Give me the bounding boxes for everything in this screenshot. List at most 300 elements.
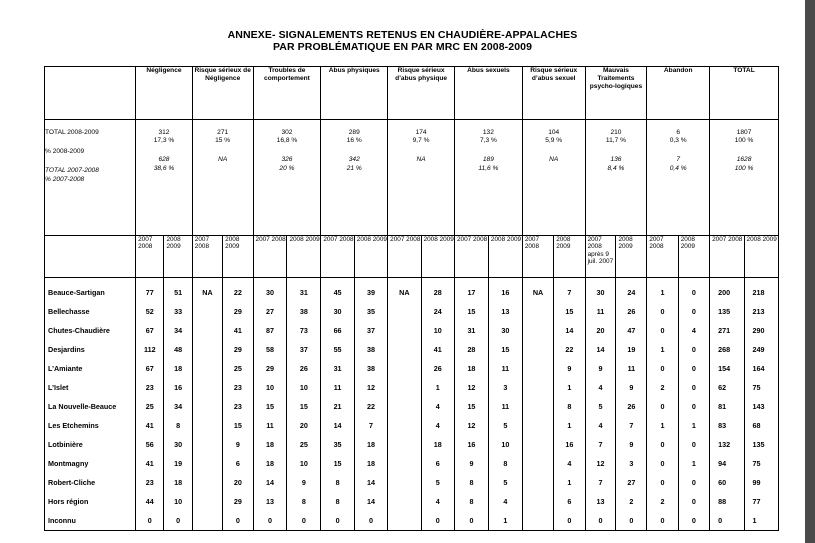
value-cell: 9 bbox=[469, 459, 474, 468]
value-cell: 25 bbox=[145, 402, 154, 411]
value-cell: 0 bbox=[691, 478, 696, 487]
values-2007 bbox=[523, 278, 554, 530]
value-cell: 4 bbox=[435, 497, 440, 506]
value-cell: 8 bbox=[176, 421, 181, 430]
pct-2008-value: 15 % bbox=[215, 137, 231, 145]
value-cell: 0 bbox=[598, 516, 603, 525]
totals-stack bbox=[321, 120, 387, 173]
years-pair bbox=[388, 236, 454, 277]
value-cell: 154 bbox=[718, 364, 731, 373]
value-cell: 12 bbox=[467, 383, 476, 392]
value-cell: 7 bbox=[598, 478, 603, 487]
totals-row bbox=[45, 120, 779, 236]
value-cell: 52 bbox=[145, 307, 154, 316]
value-cell: 23 bbox=[233, 402, 242, 411]
value-cell: 24 bbox=[433, 307, 442, 316]
total-2008-value: 302 bbox=[281, 129, 293, 136]
value-cell: 6 bbox=[235, 459, 240, 468]
values-cell bbox=[522, 278, 585, 531]
header-corner bbox=[45, 67, 136, 120]
values-cell bbox=[710, 278, 779, 531]
value-cell bbox=[523, 511, 553, 530]
value-cell: 143 bbox=[752, 402, 765, 411]
value-cell: 29 bbox=[265, 364, 274, 373]
pct-2007-value: 100 % bbox=[734, 164, 754, 172]
values-2007 bbox=[193, 278, 223, 530]
totals-cell bbox=[136, 120, 193, 236]
value-cell: 15 bbox=[501, 345, 510, 354]
values-cell bbox=[454, 278, 522, 531]
values-cell bbox=[192, 278, 253, 531]
column-header: TOTAL bbox=[710, 67, 779, 120]
value-cell: 20 bbox=[299, 421, 308, 430]
value-cell: 83 bbox=[718, 421, 727, 430]
value-cell: 26 bbox=[627, 307, 636, 316]
value-cell bbox=[193, 473, 222, 492]
value-cell: 11 bbox=[501, 402, 510, 411]
value-cell: 20 bbox=[596, 326, 605, 335]
value-cell bbox=[388, 435, 420, 454]
value-cell: 30 bbox=[501, 326, 510, 335]
totals-cell bbox=[192, 120, 253, 236]
value-cell bbox=[388, 454, 420, 473]
year-a: 2007 2008 bbox=[647, 236, 678, 277]
value-cell bbox=[193, 454, 222, 473]
year-b: 2008 2009 bbox=[166, 236, 181, 251]
value-cell bbox=[388, 321, 420, 340]
value-cell bbox=[193, 359, 222, 378]
value-cell: 14 bbox=[366, 478, 375, 487]
value-cell: 5 bbox=[598, 402, 603, 411]
year-a: 2007 2008 bbox=[523, 236, 554, 277]
years-cell bbox=[454, 236, 522, 278]
year-b: 2008 2009 bbox=[556, 236, 571, 251]
values-2008 bbox=[554, 278, 584, 530]
value-cell: 1 bbox=[503, 516, 508, 525]
value-cell: 0 bbox=[660, 440, 665, 449]
value-cell: 37 bbox=[299, 345, 308, 354]
value-cell: 18 bbox=[467, 364, 476, 373]
value-cell: 23 bbox=[145, 478, 154, 487]
value-cell bbox=[523, 321, 553, 340]
value-cell: 271 bbox=[718, 326, 731, 335]
year-b: 2008 2009 bbox=[225, 236, 240, 251]
value-cell: 5 bbox=[503, 478, 508, 487]
value-cell: 28 bbox=[433, 288, 442, 297]
value-cell: 11 bbox=[333, 383, 342, 392]
signalements-table bbox=[44, 66, 779, 531]
values-2007 bbox=[136, 278, 164, 530]
value-cell: 213 bbox=[752, 307, 765, 316]
values-2007 bbox=[321, 278, 354, 530]
total-2007-value: 1628 bbox=[736, 156, 752, 164]
values-2007 bbox=[586, 278, 617, 530]
totals-cell bbox=[454, 120, 522, 236]
value-cell: 73 bbox=[299, 326, 308, 335]
values-pair bbox=[586, 278, 647, 530]
value-cell: 66 bbox=[333, 326, 342, 335]
value-cell: 67 bbox=[145, 326, 154, 335]
values-2007 bbox=[647, 278, 678, 530]
value-cell: 2 bbox=[660, 383, 665, 392]
header-row bbox=[45, 67, 779, 120]
value-cell: 30 bbox=[596, 288, 605, 297]
value-cell: 0 bbox=[660, 326, 665, 335]
value-cell: 10 bbox=[299, 383, 308, 392]
total-2007-label: TOTAL 2007-2008 bbox=[45, 167, 99, 175]
totals-stack bbox=[523, 120, 585, 165]
value-cell: 68 bbox=[752, 421, 761, 430]
region-label: Bellechasse bbox=[48, 307, 90, 316]
column-header: Risque sérieux de Négligence bbox=[192, 67, 253, 120]
value-cell: 4 bbox=[435, 402, 440, 411]
value-cell: 15 bbox=[299, 402, 308, 411]
value-cell: 99 bbox=[752, 478, 761, 487]
value-cell: 62 bbox=[718, 383, 727, 392]
value-cell: 39 bbox=[366, 288, 375, 297]
value-cell bbox=[193, 416, 222, 435]
value-cell: 23 bbox=[145, 383, 154, 392]
value-cell: 0 bbox=[660, 478, 665, 487]
value-cell: 4 bbox=[691, 326, 696, 335]
total-2007-value: 326 bbox=[281, 156, 293, 164]
value-cell: 0 bbox=[629, 516, 634, 525]
value-cell: 13 bbox=[265, 497, 274, 506]
value-cell: NA bbox=[399, 288, 410, 297]
totals-cell bbox=[585, 120, 647, 236]
pct-2008-value: 16 % bbox=[346, 137, 362, 145]
years-pair bbox=[647, 236, 709, 277]
value-cell: 12 bbox=[366, 383, 375, 392]
pct-2008-value: 16,8 % bbox=[276, 137, 298, 145]
totals-stack bbox=[647, 120, 709, 173]
year-a: 2007 2008 bbox=[136, 236, 164, 277]
value-cell: 31 bbox=[333, 364, 342, 373]
totals-stack bbox=[136, 120, 192, 173]
value-cell bbox=[388, 416, 420, 435]
value-cell: 12 bbox=[596, 459, 605, 468]
value-cell: 9 bbox=[629, 383, 634, 392]
value-cell: 15 bbox=[467, 402, 476, 411]
value-cell: 77 bbox=[752, 497, 761, 506]
value-cell bbox=[388, 359, 420, 378]
value-cell: 23 bbox=[233, 383, 242, 392]
years-pair bbox=[254, 236, 321, 277]
totals-cell bbox=[522, 120, 585, 236]
value-cell: 12 bbox=[467, 421, 476, 430]
value-cell bbox=[523, 397, 553, 416]
totals-stack bbox=[710, 120, 778, 173]
column-header: Risque sérieux d’abus physique bbox=[388, 67, 455, 120]
value-cell: 0 bbox=[267, 516, 272, 525]
values-pair bbox=[647, 278, 709, 530]
value-cell bbox=[523, 473, 553, 492]
values-pair bbox=[321, 278, 387, 530]
value-cell: 18 bbox=[174, 478, 183, 487]
value-cell bbox=[193, 397, 222, 416]
value-cell: 18 bbox=[265, 440, 274, 449]
total-2008-label: TOTAL 2008-2009 bbox=[45, 129, 99, 136]
value-cell: 0 bbox=[691, 516, 696, 525]
value-cell: 0 bbox=[691, 497, 696, 506]
value-cell bbox=[388, 511, 420, 530]
years-pair bbox=[136, 236, 192, 277]
values-2007 bbox=[710, 278, 744, 530]
value-cell: 41 bbox=[145, 421, 154, 430]
totals-cell bbox=[388, 120, 455, 236]
values-pair bbox=[136, 278, 192, 530]
value-cell: 38 bbox=[299, 307, 308, 316]
year-b: 2008 2009 bbox=[746, 236, 777, 243]
value-cell: 8 bbox=[469, 497, 474, 506]
total-2007-value: NA bbox=[416, 156, 426, 164]
year-a: 2007 2008 bbox=[193, 236, 223, 277]
value-cell: 35 bbox=[366, 307, 375, 316]
value-cell: 75 bbox=[752, 459, 761, 468]
totals-stack bbox=[388, 120, 454, 165]
column-header: Abandon bbox=[647, 67, 710, 120]
value-cell: 0 bbox=[660, 402, 665, 411]
value-cell: 0 bbox=[691, 364, 696, 373]
value-cell: 75 bbox=[752, 383, 761, 392]
value-cell: 5 bbox=[503, 421, 508, 430]
value-cell: 27 bbox=[627, 478, 636, 487]
value-cell: 11 bbox=[501, 364, 510, 373]
region-label: Robert-Cliche bbox=[48, 478, 96, 487]
year-b: 2008 2009 bbox=[356, 236, 387, 243]
years-corner bbox=[45, 236, 136, 278]
years-pair bbox=[523, 236, 585, 277]
value-cell: 0 bbox=[691, 307, 696, 316]
year-a: 2007 2008 après 9 juil. 2007 bbox=[586, 236, 617, 277]
value-cell: 21 bbox=[333, 402, 342, 411]
value-cell bbox=[193, 435, 222, 454]
value-cell: 249 bbox=[752, 345, 765, 354]
value-cell: 0 bbox=[691, 345, 696, 354]
value-cell bbox=[388, 340, 420, 359]
region-label: Desjardins bbox=[48, 345, 85, 354]
pct-2008-value: 9,7 % bbox=[412, 137, 430, 145]
value-cell: 135 bbox=[752, 440, 765, 449]
value-cell: 16 bbox=[565, 440, 574, 449]
values-2007 bbox=[455, 278, 489, 530]
years-pair bbox=[321, 236, 387, 277]
value-cell bbox=[193, 511, 222, 530]
value-cell: 38 bbox=[366, 364, 375, 373]
pct-2007-label: % 2007-2008 bbox=[45, 175, 85, 183]
value-cell: 1 bbox=[660, 345, 665, 354]
value-cell: 14 bbox=[333, 421, 342, 430]
value-cell: 47 bbox=[627, 326, 636, 335]
years-cell bbox=[321, 236, 388, 278]
years-cell bbox=[192, 236, 253, 278]
total-2008-value: 210 bbox=[610, 129, 622, 136]
value-cell: 34 bbox=[174, 402, 183, 411]
pct-2007-value: 20 % bbox=[279, 164, 295, 172]
years-pair bbox=[710, 236, 778, 277]
column-header: Abus physiques bbox=[321, 67, 388, 120]
value-cell: 16 bbox=[174, 383, 183, 392]
values-cell bbox=[321, 278, 388, 531]
region-label: La Nouvelle-Beauce bbox=[48, 402, 117, 411]
total-2007-value: NA bbox=[549, 156, 559, 164]
years-row bbox=[45, 236, 779, 278]
value-cell: 0 bbox=[335, 516, 340, 525]
totals-cell bbox=[321, 120, 388, 236]
value-cell: 58 bbox=[265, 345, 274, 354]
year-a: 2007 2008 bbox=[455, 236, 489, 277]
value-cell: 1 bbox=[660, 288, 665, 297]
value-cell: 41 bbox=[145, 459, 154, 468]
value-cell: 8 bbox=[301, 497, 306, 506]
value-cell: 30 bbox=[265, 288, 274, 297]
value-cell: 9 bbox=[567, 364, 572, 373]
value-cell: 14 bbox=[366, 497, 375, 506]
value-cell: 7 bbox=[567, 288, 572, 297]
value-cell bbox=[193, 378, 222, 397]
pct-2008-value: 0,3 % bbox=[669, 137, 687, 145]
total-2007-value: 189 bbox=[482, 156, 494, 164]
value-cell: 0 bbox=[435, 516, 440, 525]
value-cell: 135 bbox=[718, 307, 731, 316]
value-cell: 1 bbox=[567, 478, 572, 487]
value-cell: 26 bbox=[433, 364, 442, 373]
value-cell: 1 bbox=[691, 421, 696, 430]
years-cell bbox=[522, 236, 585, 278]
value-cell: 0 bbox=[691, 402, 696, 411]
value-cell: 164 bbox=[752, 364, 765, 373]
value-cell bbox=[193, 340, 222, 359]
values-2008 bbox=[164, 278, 191, 530]
value-cell: 31 bbox=[467, 326, 476, 335]
year-b: 2008 2009 bbox=[490, 236, 522, 243]
value-cell: 10 bbox=[265, 383, 274, 392]
pct-2007-value: 11,6 % bbox=[478, 164, 499, 172]
years-pair bbox=[586, 236, 647, 277]
total-2008-value: 289 bbox=[348, 129, 360, 136]
value-cell: 45 bbox=[333, 288, 342, 297]
total-2008-value: 174 bbox=[415, 129, 427, 136]
totals-stack bbox=[254, 120, 321, 173]
value-cell bbox=[523, 454, 553, 473]
values-pair bbox=[388, 278, 454, 530]
total-2007-value: 628 bbox=[158, 156, 170, 164]
value-cell: 94 bbox=[718, 459, 727, 468]
value-cell: 8 bbox=[335, 478, 340, 487]
value-cell: 0 bbox=[176, 516, 181, 525]
value-cell: 8 bbox=[335, 497, 340, 506]
region-column bbox=[45, 278, 136, 531]
value-cell: 28 bbox=[467, 345, 476, 354]
column-header: Négligence bbox=[136, 67, 193, 120]
value-cell bbox=[523, 359, 553, 378]
page-title-line1: ANNEXE- SIGNALEMENTS RETENUS EN CHAUDIÈRE-APPALACHES bbox=[227, 29, 578, 41]
value-cell: 1 bbox=[660, 421, 665, 430]
totals-label-cell bbox=[45, 120, 136, 236]
value-cell bbox=[388, 378, 420, 397]
value-cell: 0 bbox=[660, 307, 665, 316]
value-cell: 16 bbox=[467, 440, 476, 449]
value-cell: 10 bbox=[174, 497, 183, 506]
value-cell: 8 bbox=[567, 402, 572, 411]
value-cell: 87 bbox=[265, 326, 274, 335]
total-2008-value: 271 bbox=[217, 129, 229, 136]
total-2007-value: 342 bbox=[348, 156, 360, 164]
value-cell: 4 bbox=[598, 421, 603, 430]
value-cell: 67 bbox=[145, 364, 154, 373]
value-cell: 0 bbox=[718, 516, 723, 525]
value-cell bbox=[523, 302, 553, 321]
values-cell bbox=[136, 278, 193, 531]
value-cell: 29 bbox=[233, 307, 242, 316]
values-pair bbox=[193, 278, 253, 530]
value-cell: 290 bbox=[752, 326, 765, 335]
values-2008 bbox=[745, 278, 778, 530]
value-cell bbox=[388, 397, 420, 416]
value-cell: 11 bbox=[596, 307, 605, 316]
totals-stack bbox=[455, 120, 522, 173]
pct-2008-value: 17,3 % bbox=[153, 137, 175, 145]
totals-cell bbox=[710, 120, 779, 236]
value-cell: 5 bbox=[435, 478, 440, 487]
value-cell: 10 bbox=[501, 440, 510, 449]
value-cell: 17 bbox=[467, 288, 476, 297]
value-cell: 29 bbox=[233, 497, 242, 506]
value-cell: 16 bbox=[501, 288, 510, 297]
value-cell: 0 bbox=[235, 516, 240, 525]
years-cell bbox=[253, 236, 321, 278]
values-2007 bbox=[388, 278, 421, 530]
year-b: 2008 2009 bbox=[680, 236, 695, 251]
value-cell: 9 bbox=[629, 440, 634, 449]
value-cell: 15 bbox=[265, 402, 274, 411]
value-cell: 0 bbox=[147, 516, 152, 525]
pct-2008-label: % 2008-2009 bbox=[45, 148, 85, 156]
value-cell: 18 bbox=[265, 459, 274, 468]
value-cell: 41 bbox=[233, 326, 242, 335]
value-cell: 55 bbox=[333, 345, 342, 354]
values-2008 bbox=[616, 278, 646, 530]
page-title-line2: PAR PROBLÉMATIQUE EN PAR MRC EN 2008-2009 bbox=[272, 41, 533, 53]
values-pair bbox=[455, 278, 522, 530]
value-cell: 10 bbox=[433, 326, 442, 335]
values-2008 bbox=[422, 278, 454, 530]
value-cell: 41 bbox=[433, 345, 442, 354]
value-cell: 0 bbox=[469, 516, 474, 525]
value-cell: 33 bbox=[174, 307, 183, 316]
value-cell: 1 bbox=[567, 383, 572, 392]
totals-cell bbox=[647, 120, 710, 236]
value-cell: 8 bbox=[503, 459, 508, 468]
region-label: L’Amiante bbox=[48, 364, 83, 373]
pct-2008-value: 5,9 % bbox=[545, 137, 563, 145]
data-row bbox=[45, 278, 779, 531]
region-label: Montmagny bbox=[48, 459, 89, 468]
value-cell: 25 bbox=[233, 364, 242, 373]
value-cell: 11 bbox=[266, 421, 274, 430]
years-cell bbox=[585, 236, 647, 278]
region-label: L’Islet bbox=[48, 383, 69, 392]
pct-2007-value: 38,6 % bbox=[153, 164, 175, 172]
value-cell bbox=[193, 321, 222, 340]
value-cell: 37 bbox=[366, 326, 375, 335]
value-cell: 27 bbox=[265, 307, 274, 316]
value-cell: 2 bbox=[660, 497, 665, 506]
value-cell: 22 bbox=[565, 345, 574, 354]
totals-stack bbox=[586, 120, 647, 173]
value-cell: 29 bbox=[233, 345, 242, 354]
value-cell: 44 bbox=[145, 497, 154, 506]
